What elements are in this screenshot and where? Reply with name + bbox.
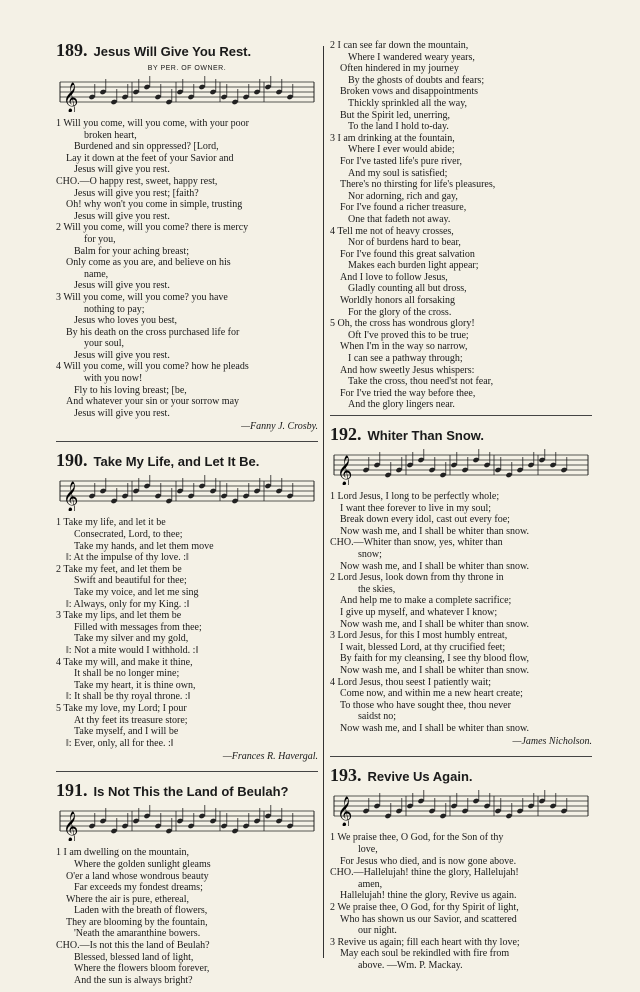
music-staff-192 [330, 449, 592, 485]
verse-line: CHO.—Whiter than snow, yes, whiter than [330, 537, 503, 549]
verse-line: Blessed, blessed land of light, [74, 951, 194, 963]
hymn-191-continued [330, 40, 592, 411]
hymn-191 [56, 780, 318, 986]
verse-line: Where the air is pure, ethereal, [66, 893, 189, 905]
music-staff-189 [56, 76, 318, 112]
verse-line: 2 Lord Jesus, look down from thy throne in [330, 572, 504, 584]
hymn-number: 189. [56, 40, 88, 60]
verse-line: Now wash me, and I shall be whiter than snow. [340, 722, 530, 734]
verse-line: above. —Wm. P. Mackay. [358, 960, 463, 971]
verse-line: Burdened and sin oppressed? [Lord, [74, 141, 219, 153]
verse-line: Often hindered in my journey [340, 63, 459, 75]
verse-line: Jesus will give you rest. [74, 210, 170, 222]
verse-line: 3 Revive us again; fill each heart with thy love; [330, 936, 520, 948]
verse-line: the skies, [358, 583, 396, 595]
verse-line: And help me to make a complete sacrifice; [340, 595, 512, 607]
verse-line: 5 Oh, the cross has wondrous glory! [330, 318, 475, 330]
verse-line: Lay it down at the feet of your Savior and [66, 152, 234, 164]
verse-line: 3 Take my lips, and let them be [56, 610, 182, 622]
verse-line: Makes each burden light appear; [348, 260, 479, 272]
verse-line: Broken vows and disappointments [340, 86, 479, 98]
verse-line: ‖: At the impulse of thy love. :‖ [66, 552, 189, 564]
verse-line: Come now, and within me a new heart create; [340, 688, 523, 700]
hymn-number: 193. [330, 765, 362, 786]
music-staff-191 [56, 805, 318, 841]
left-column [56, 40, 318, 986]
verse-line: They are blooming by the fountain, [66, 916, 208, 928]
verse-line: Consecrated, Lord, to thee; [74, 529, 183, 541]
verse-line: May each soul be rekindled with fire from [340, 948, 510, 960]
verse-line: 1 I am dwelling on the mountain, [56, 847, 190, 859]
hymn-credit: —James Nicholson. [512, 736, 592, 748]
verse-line: Jesus will give you rest; [faith? [74, 187, 199, 199]
verse-line: For I've tasted life's pure river, [340, 155, 463, 167]
hymn-credit: —Frances R. Havergal. [222, 751, 318, 763]
hymn-189 [56, 40, 318, 433]
section-rule [56, 441, 318, 442]
verse-line: I can see a pathway through; [348, 353, 463, 365]
verse-line: 1 Take my life, and let it be [56, 517, 166, 529]
verse-line: Jesus will give you rest. [74, 349, 170, 361]
hymn-title [56, 450, 318, 471]
verse-line: Take my hands, and let them move [74, 540, 214, 552]
verse-line: Hallelujah! thine the glory, Revive us again. [340, 890, 517, 902]
hymn-number: 192. [330, 424, 362, 444]
verse-line: 5 Take my love, my Lord; I pour [56, 702, 187, 714]
hymn-title [330, 765, 592, 786]
verse-line: broken heart, [84, 129, 137, 141]
music-staff-190 [56, 475, 318, 511]
hymn-verses [330, 40, 592, 411]
hymn-title [56, 780, 318, 801]
verse-line: When I'm in the way so narrow, [340, 341, 468, 353]
section-rule [330, 415, 592, 416]
verse-line: And how sweetly Jesus whispers: [340, 364, 475, 376]
verse-line: snow; [358, 548, 382, 560]
verse-line: Who has shown us our Savior, and scattered [340, 913, 517, 925]
verse-line: Balm for your aching breast; [74, 245, 189, 257]
verse-line: 4 Tell me not of heavy crosses, [330, 225, 454, 237]
verse-line: There's no thirsting for life's pleasures, [340, 179, 496, 191]
verse-line: Jesus who loves you best, [74, 315, 178, 327]
verse-line: I want thee forever to live in my soul; [340, 502, 492, 514]
hymn-193 [330, 765, 592, 971]
treble-clef-icon: 𝄞 [63, 83, 79, 112]
verse-line: 3 Lord Jesus, for this I most humbly entreat, [330, 630, 508, 642]
verse-line: Nor of burdens hard to bear, [348, 237, 461, 249]
verse-line: I give up myself, and whatever I know; [340, 606, 498, 618]
verse-line: Jesus will give you rest. [74, 407, 170, 419]
verse-line: By faith for my cleansing, I see thy blood flow, [340, 653, 530, 665]
hymn-verses [56, 118, 318, 419]
verse-line: 2 Will you come, will you come? there is mercy [56, 222, 249, 234]
hymn-title-text: Revive Us Again. [367, 769, 473, 785]
verse-line: For I've found this great salvation [340, 248, 475, 260]
verse-line: ‖: Always, only for my King. :‖ [66, 598, 190, 610]
verse-line: And my soul is satisfied; [348, 167, 448, 179]
hymn-verses [56, 847, 318, 986]
verse-line: And the sun is always bright? [74, 974, 193, 986]
verse-line: 2 Take my feet, and let them be [56, 563, 182, 575]
verse-line: To the land I hold to-day. [348, 121, 449, 133]
column-divider [323, 46, 324, 958]
verse-line: 3 I am drinking at the fountain, [330, 132, 455, 144]
verse-line: By his death on the cross purchased life for [66, 326, 240, 338]
verse-line: ‖: It shall be thy royal throne. :‖ [66, 691, 191, 703]
treble-clef-icon: 𝄞 [63, 812, 79, 842]
verse-line: our night. [358, 925, 397, 937]
verse-line: with you now! [84, 373, 143, 385]
verse-line: Now wash me, and I shall be whiter than snow. [340, 664, 530, 676]
verse-line: saidst no; [358, 711, 397, 723]
hymn-number: 191. [56, 780, 88, 801]
verse-line: Gladly counting all but dross, [348, 283, 467, 295]
verse-line: Where I ever would abide; [348, 144, 455, 156]
verse-line: 3 Will you come, will you come? you have [56, 291, 228, 303]
verse-line: Break down every idol, cast out every foe; [340, 514, 510, 526]
verse-line: 'Neath the amaranthine bowers. [74, 928, 201, 940]
verse-line: For I've found a richer treasure, [340, 202, 467, 214]
verse-line: Take the cross, thou need'st not fear, [348, 376, 494, 388]
verse-line: Now wash me, and I shall be whiter than snow. [340, 525, 530, 537]
hymn-verses [56, 517, 318, 749]
verse-line: ‖: Ever, only, all for thee. :‖ [66, 737, 174, 749]
verse-line: One that fadeth not away. [348, 213, 451, 225]
verse-line: Jesus will give you rest. [74, 164, 170, 176]
music-staff-193 [330, 790, 592, 826]
verse-line: Oh! why won't you come in simple, trusting [66, 199, 243, 211]
hymn-credit: —Fanny J. Crosby. [241, 421, 318, 433]
verse-line: nothing to pay; [84, 303, 145, 315]
verse-line: And I love to follow Jesus, [340, 271, 448, 283]
verse-line: Oft I've proved this to be true; [348, 329, 469, 341]
verse-line: 1 We praise thee, O God, for the Son of thy [330, 832, 504, 844]
verse-line: Fly to his loving breast; [be, [74, 384, 187, 396]
verse-line: CHO.—Is not this the land of Beulah? [56, 940, 210, 952]
verse-line: Nor adorning, rich and gay, [348, 190, 458, 202]
hymn-verses [330, 832, 592, 971]
verse-line: By the ghosts of doubts and fears; [348, 74, 485, 86]
verse-line: amen, [358, 878, 383, 890]
verse-line: Take my voice, and let me sing [74, 587, 199, 598]
hymn-byline: BY PER. OF OWNER. [147, 65, 227, 72]
verse-line: 4 Lord Jesus, thou seest I patiently wait; [330, 676, 492, 688]
verse-line: CHO.—Hallelujah! thine the glory, Hallelujah! [330, 867, 519, 879]
verse-line: It shall be no longer mine; [74, 668, 180, 680]
verse-line: For I've tried the way before thee, [340, 387, 476, 399]
treble-clef-icon: 𝄞 [63, 482, 79, 512]
verse-line: Take myself, and I will be [74, 726, 179, 738]
hymn-verses [330, 491, 592, 734]
verse-line: I wait, blessed Lord, at thy crucified feet; [340, 641, 506, 653]
verse-line: 1 Lord Jesus, I long to be perfectly whole; [330, 491, 500, 502]
hymn-title-text: Take My Life, and Let It Be. [93, 454, 260, 470]
verse-line: 2 I can see far down the mountain, [330, 40, 469, 51]
verse-line: Swift and beautiful for thee; [74, 575, 187, 587]
verse-line: Filled with messages from thee; [74, 621, 202, 633]
verse-line: Laden with the breath of flowers, [74, 905, 208, 917]
verse-line: Now wash me, and I shall be whiter than snow. [340, 560, 530, 572]
verse-line: For the glory of the cross. [348, 306, 452, 318]
section-rule [330, 756, 592, 757]
verse-line: Only come as you are, and believe on his [66, 257, 231, 269]
verse-line: for you, [84, 233, 116, 245]
verse-line: love, [358, 844, 378, 856]
verse-line: Take my silver and my gold, [74, 633, 189, 645]
verse-line: 4 Take my will, and make it thine, [56, 656, 193, 668]
treble-clef-icon: 𝄞 [337, 456, 353, 485]
verse-line: your soul, [84, 338, 124, 350]
verse-line: Take my heart, it is thine own, [74, 679, 196, 691]
treble-clef-icon: 𝄞 [337, 797, 353, 827]
verse-line: Far exceeds my fondest dreams; [74, 882, 203, 894]
verse-line: name, [84, 268, 109, 280]
hymn-190 [56, 450, 318, 763]
verse-line: Worldly honors all forsaking [340, 295, 456, 307]
hymn-title [330, 424, 592, 445]
verse-line: 2 We praise thee, O God, for thy Spirit of light, [330, 902, 519, 914]
verse-line: To those who have sought thee, thou never [340, 699, 511, 711]
verse-line: Now wash me, and I shall be whiter than snow. [340, 618, 530, 630]
section-rule [56, 771, 318, 772]
hymn-number: 190. [56, 450, 88, 471]
verse-line: And the glory lingers near. [348, 399, 455, 411]
hymn-192 [330, 424, 592, 748]
verse-line: CHO.—O happy rest, sweet, happy rest, [56, 175, 218, 187]
right-column [330, 40, 592, 972]
verse-line: ‖: Not a mite would I withhold. :‖ [66, 644, 199, 656]
verse-line: Where I wandered weary years, [348, 51, 475, 63]
verse-line: 4 Will you come, will you come? how he pleads [56, 361, 249, 373]
verse-line: Where the golden sunlight gleams [74, 858, 211, 870]
verse-line: Where the flowers bloom forever, [74, 963, 210, 975]
verse-line: For Jesus who died, and is now gone above. [340, 855, 517, 867]
verse-line: Jesus will give you rest. [74, 280, 170, 292]
hymn-title-text: Jesus Will Give You Rest. [93, 44, 252, 59]
hymn-title-text: Is Not This the Land of Beulah? [93, 784, 289, 800]
verse-line: And whatever your sin or your sorrow may [66, 396, 240, 408]
hymn-title-text: Whiter Than Snow. [367, 428, 485, 443]
verse-line: O'er a land whose wondrous beauty [66, 870, 209, 882]
verse-line: 1 Will you come, will you come, with your poor [56, 118, 249, 129]
hymn-title [56, 40, 318, 61]
verse-line: Thickly sprinkled all the way, [348, 97, 468, 109]
verse-line: But the Spirit led, unerring, [340, 109, 450, 121]
verse-line: At thy feet its treasure store; [74, 714, 188, 726]
